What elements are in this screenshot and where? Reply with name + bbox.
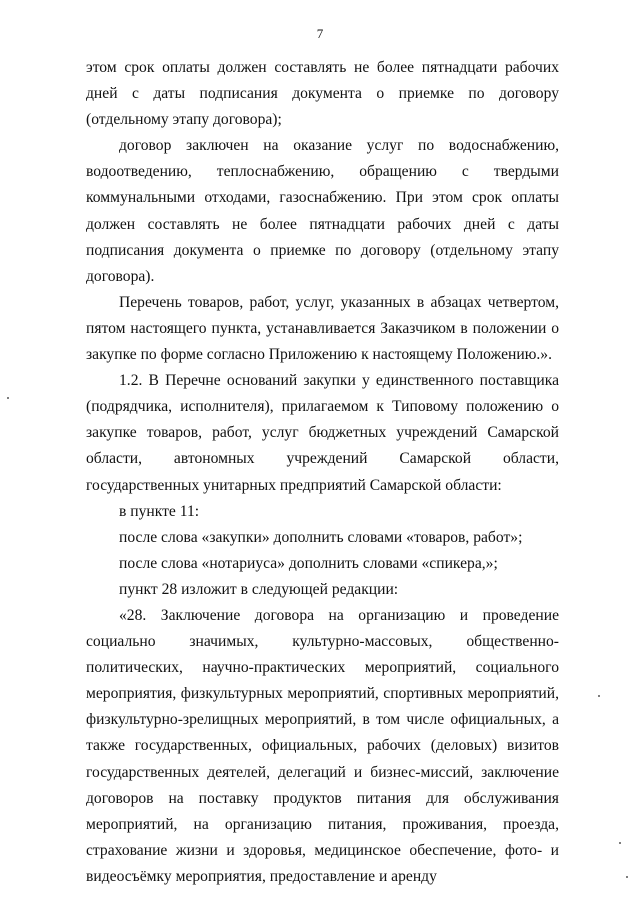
scan-speck: [7, 397, 9, 399]
paragraph: Перечень товаров, работ, услуг, указанных в абзацах четвертом, пятом настоящего пункта, устанавливается Заказчиком в положении о закупке по форме согласно Приложению к настоящему Положению.».: [86, 293, 559, 364]
paragraph: после слова «нотариуса» дополнить словами «спикера,»;: [119, 554, 498, 572]
page-number: 7: [316, 26, 324, 41]
paragraph: этом срок оплаты должен составлять не более пятнадцати рабочих дней с даты подписания документа о приемке по договору (отдельному этапу договора);: [86, 59, 559, 129]
scan-speck: [619, 842, 621, 844]
paragraph: «28. Заключение договора на организацию и проведение социально значимых, культурно-массовых, общественно-политических, научно-практических мероприятий, социального мероприятия, физкультурных мероприятий, спортивных мероприятий, физкультурно-зрелищных мероприятий, в том числе официальных, а также государственных, официальных, рабочих (деловых) визитов государственных деятелей, делегаций и бизнес-миссий, заключение договоров на поставку продуктов питания для обслуживания мероприятий, на организацию питания, проживания, проезда, страхование жизни и здоровья, медицинское обеспечение, фото- и видеосъёмку мероприятия, предоставление и аренду: [86, 606, 559, 885]
paragraph: договор заключен на оказание услуг по водоснабжению, водоотведению, теплоснабжению, обращению с твердыми коммунальными отходами, газоснабжению. При этом срок оплаты должен составлять не более пятнадцати рабочих дней с даты подписания документа о приемке по договору (отдельному этапу договора).: [86, 137, 559, 285]
paragraph: 1.2. В Перечне оснований закупки у единственного поставщика (подрядчика, исполнителя), прилагаемом к Типовому положению о закупке товаров, работ, услуг бюджетных учреждений Самарской области, автономных учреждений Самарской области, государственных унитарных предприятий Самарской области:: [86, 372, 559, 494]
paragraph: в пункте 11:: [119, 502, 200, 520]
scan-speck: [598, 695, 600, 697]
document-body: [86, 55, 559, 890]
scan-speck: [626, 876, 628, 878]
paragraph: после слова «закупки» дополнить словами «товаров, работ»;: [119, 528, 523, 546]
paragraph: пункт 28 изложит в следующей редакции:: [119, 580, 399, 598]
